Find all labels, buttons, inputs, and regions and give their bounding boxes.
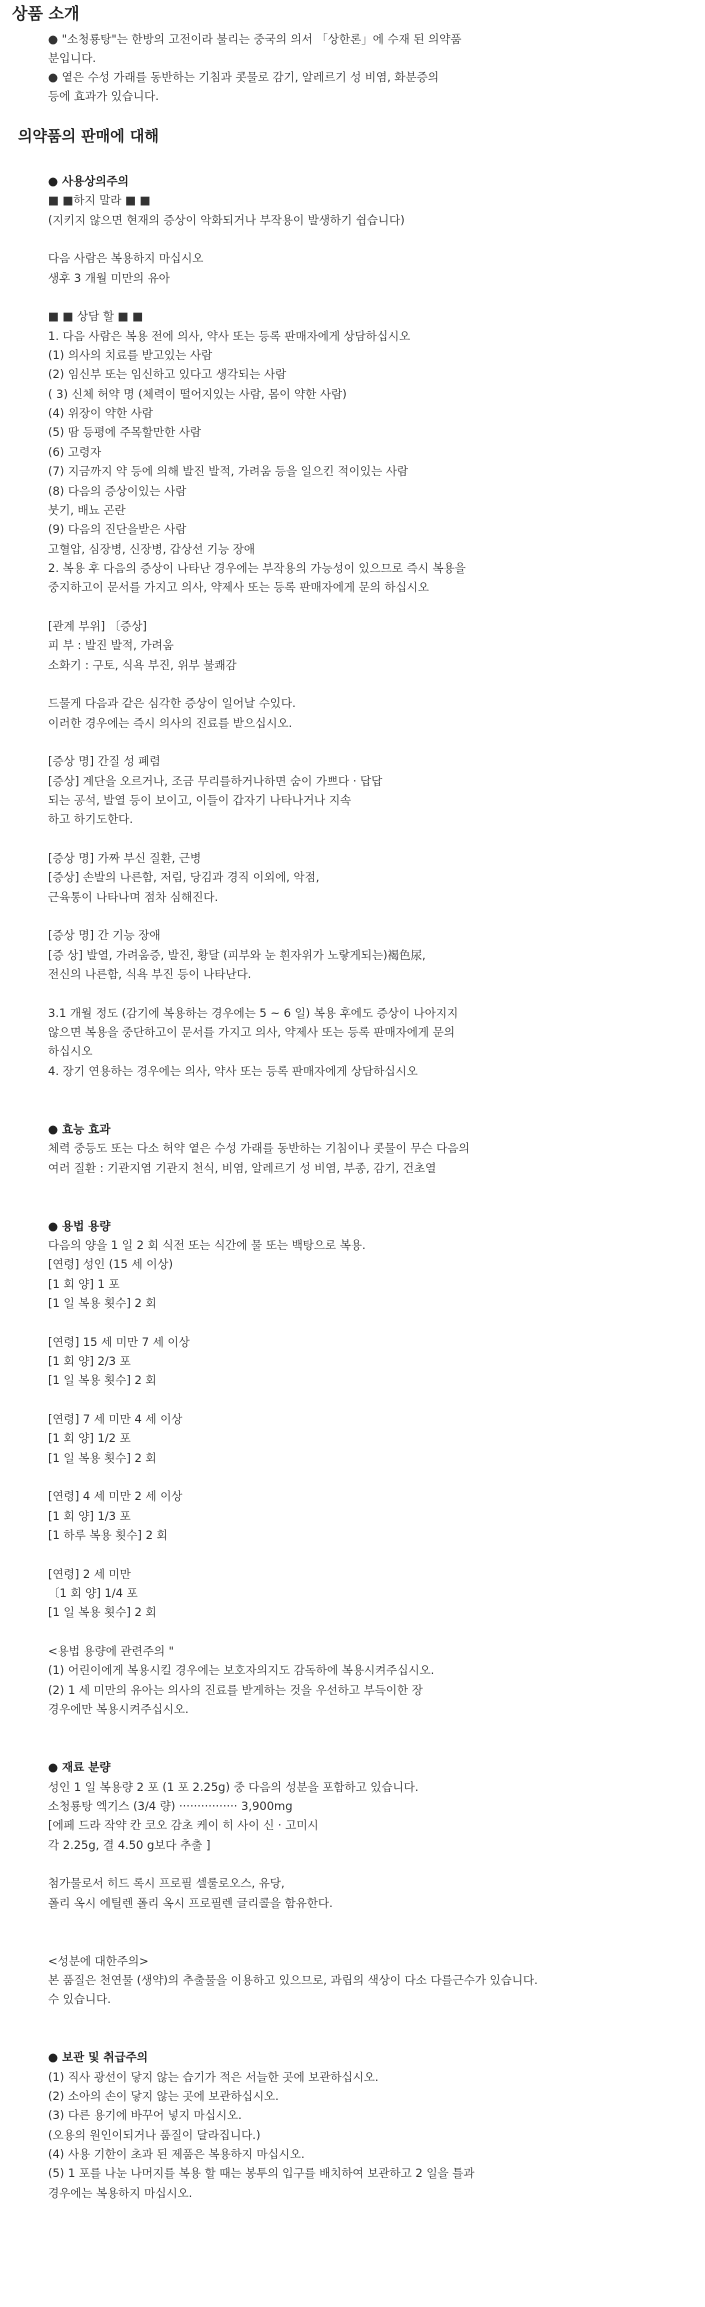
text-line: (4) 사용 기한이 초과 된 제품은 복용하지 마십시오. xyxy=(48,2147,305,2162)
text-line: ■ ■ 상담 할 ■ ■ xyxy=(48,309,144,324)
text-line: 중지하고이 문서를 가지고 의사, 약제사 또는 등록 판매자에게 문의 하십시오 xyxy=(48,580,429,595)
text-line: 3.1 개월 정도 (감기에 복용하는 경우에는 5 ~ 6 일) 복용 후에도 증상이 나아지지 xyxy=(48,1005,459,1020)
blank-line xyxy=(48,2010,698,2029)
text-line: 하십시오 xyxy=(48,1044,93,1059)
text-line: (1) 어린이에게 복용시킬 경우에는 보호자의지도 감독하에 복용시켜주십시오. xyxy=(48,1663,435,1678)
text-line: [1 회 양] 1/2 포 xyxy=(48,1431,131,1446)
intro-text xyxy=(48,30,688,106)
text-line: (8) 다음의 증상이있는 사람 xyxy=(48,483,187,498)
text-line: 폴리 옥시 에틸렌 폴리 옥시 프로필렌 글리콜을 함유한다. xyxy=(48,1895,333,1910)
text-line: (5) 1 포를 나눈 나머지를 복용 할 때는 봉투의 입구를 배치하여 보관하고 2 일을 틀과 xyxy=(48,2166,475,2181)
text-line: 성인 1 일 복용량 2 포 (1 포 2.25g) 중 다음의 성분을 포함하고 있습니다. xyxy=(48,1779,419,1794)
section-heading: ● 용법 용량 xyxy=(48,1218,111,1233)
blank-line xyxy=(48,1720,698,1739)
text-line: 본 품질은 천연물 (생약)의 추출물을 이용하고 있으므로, 과립의 색상이 다소 다를근수가 있습니다. xyxy=(48,1972,538,1987)
text-line: (4) 위장이 약한 사람 xyxy=(48,406,154,421)
text-line: 생후 3 개월 미만의 유아 xyxy=(48,270,170,285)
text-line: [1 일 복용 횟수] 2 회 xyxy=(48,1295,157,1310)
text-line: (3) 다른 용기에 바꾸어 넣지 마십시오. xyxy=(48,2108,242,2123)
blank-line xyxy=(48,1468,698,1487)
blank-line xyxy=(48,1391,698,1410)
intro-line: 등에 효과가 있습니다. xyxy=(48,89,159,103)
page-title: 상품 소개 xyxy=(12,4,80,23)
text-line: 여러 질환 : 기관지염 기관지 천식, 비염, 알레르기 성 비염, 부종, 감기, 건초열 xyxy=(48,1160,437,1175)
text-line: [1 회 양] 1 포 xyxy=(48,1276,120,1291)
blank-line xyxy=(48,598,698,617)
blank-line xyxy=(48,907,698,926)
blank-line xyxy=(48,288,698,307)
text-line: 않으면 복용을 중단하고이 문서를 가지고 의사, 약제사 또는 등록 판매자에게 문의 xyxy=(48,1025,455,1040)
text-line: (2) 1 세 미만의 유아는 의사의 진료를 받게하는 것을 우선하고 부득이한 장 xyxy=(48,1682,423,1697)
text-line: [1 하루 복용 횟수] 2 회 xyxy=(48,1528,168,1543)
text-line: <성분에 대한주의> xyxy=(48,1953,149,1968)
text-line: [연령] 4 세 미만 2 세 이상 xyxy=(48,1489,183,1504)
blank-line xyxy=(48,1913,698,1932)
text-line: 피 부 : 발진 발적, 가려움 xyxy=(48,638,174,653)
text-line: 고혈압, 심장병, 신장병, 갑상선 기능 장애 xyxy=(48,541,255,556)
section-heading: ● 보관 및 취급주의 xyxy=(48,2050,148,2065)
text-line: (9) 다음의 진단을받은 사람 xyxy=(48,522,187,537)
text-line: (지키지 않으면 현재의 증상이 악화되거나 부작용이 발생하기 쉽습니다) xyxy=(48,212,405,227)
text-line: [1 일 복용 횟수] 2 회 xyxy=(48,1450,157,1465)
text-line: 각 2.25g, 결 4.50 g보다 추출 ] xyxy=(48,1837,211,1852)
text-line: 경우에는 복용하지 마십시오. xyxy=(48,2185,193,2200)
text-line: 붓기, 배뇨 곤란 xyxy=(48,502,126,517)
text-line: (7) 지금까지 약 등에 의해 발진 발적, 가려움 등을 일으킨 적이있는 사람 xyxy=(48,464,409,479)
text-line: (1) 의사의 치료를 받고있는 사람 xyxy=(48,348,213,363)
section-title: 의약품의 판매에 대해 xyxy=(18,127,159,145)
text-line: 4. 장기 연용하는 경우에는 의사, 약사 또는 등록 판매자에게 상담하십시오 xyxy=(48,1063,418,1078)
text-line: (오용의 원인이되거나 품질이 달라집니다.) xyxy=(48,2127,261,2142)
text-line: 소화기 : 구토, 식욕 부진, 위부 불쾌감 xyxy=(48,657,237,672)
text-line: [증상 명] 가짜 부신 질환, 근병 xyxy=(48,851,202,866)
text-line: ■ ■하지 말라 ■ ■ xyxy=(48,193,151,208)
text-line: 하고 하기도한다. xyxy=(48,812,134,827)
section-heading: ● 사용상의주의 xyxy=(48,174,129,188)
text-line: 경우에만 복용시켜주십시오. xyxy=(48,1702,189,1717)
text-line: 드물게 다음과 같은 심각한 증상이 일어날 수있다. xyxy=(48,696,296,711)
text-line: 근육통이 나타나며 점차 심해진다. xyxy=(48,889,219,904)
section-heading: ● 재료 분량 xyxy=(48,1760,111,1775)
blank-line xyxy=(48,1313,698,1332)
text-line: 〔1 회 양] 1/4 포 xyxy=(48,1586,138,1601)
text-line: ( 3) 신체 허약 명 (체력이 떨어지있는 사람, 몸이 약한 사람) xyxy=(48,386,347,401)
text-line: [연령] 성인 (15 세 이상) xyxy=(48,1257,173,1272)
blank-line xyxy=(48,1623,698,1642)
text-line: [연령] 15 세 미만 7 세 이상 xyxy=(48,1334,190,1349)
text-line: (2) 소아의 손이 닿지 않는 곳에 보관하십시오. xyxy=(48,2089,279,2104)
text-line: [1 일 복용 횟수] 2 회 xyxy=(48,1605,157,1620)
text-line: [에페 드라 작약 칸 코오 감초 케이 히 사이 신 · 고미시 xyxy=(48,1818,319,1833)
blank-line xyxy=(48,830,698,849)
text-line: 2. 복용 후 다음의 증상이 나타난 경우에는 부작용의 가능성이 있으므로 즉시 복용을 xyxy=(48,560,466,575)
text-line: 첨가물로서 히드 록시 프로필 셀룰로오스, 유당, xyxy=(48,1876,285,1891)
blank-line xyxy=(48,1932,698,1951)
intro-line: ● 옅은 수성 가래를 동반하는 기침과 콧물로 감기, 알레르기 성 비염, 화분증의 xyxy=(48,70,439,84)
blank-line xyxy=(48,984,698,1003)
text-line: 이러한 경우에는 즉시 의사의 진료를 받으십시오. xyxy=(48,715,293,730)
text-line: [관계 부위] 〔증상] xyxy=(48,618,147,633)
text-line: 전신의 나른함, 식욕 부진 등이 나타난다. xyxy=(48,967,252,982)
text-line: 체력 중등도 또는 다소 허약 옅은 수성 가래를 동반하는 기침이나 콧물이 무슨 다음의 xyxy=(48,1141,470,1156)
section-heading: ● 효능 효과 xyxy=(48,1121,111,1136)
text-line: 다음 사람은 복용하지 마십시오 xyxy=(48,251,204,266)
blank-line xyxy=(48,1197,698,1216)
blank-line xyxy=(48,1178,698,1197)
blank-line xyxy=(48,1855,698,1874)
text-line: [연령] 2 세 미만 xyxy=(48,1566,131,1581)
drug-info-body xyxy=(48,172,698,2203)
blank-line xyxy=(48,1545,698,1564)
blank-line xyxy=(48,1101,698,1120)
text-line: [증상 명] 간질 성 폐렴 xyxy=(48,754,161,769)
blank-line xyxy=(48,675,698,694)
text-line: [1 회 양] 2/3 포 xyxy=(48,1353,131,1368)
text-line: 수 있습니다. xyxy=(48,1992,111,2007)
intro-line: ● "소청룡탕"는 한방의 고전이라 불리는 중국의 의서 「상한론」에 수재 된 의약품 xyxy=(48,32,462,46)
text-line: [증상] 계단을 오르거나, 조금 무리를하거나하면 숨이 가쁘다 · 답답 xyxy=(48,773,383,788)
blank-line xyxy=(48,1081,698,1100)
text-line: 다음의 양을 1 일 2 회 식전 또는 식간에 물 또는 백탕으로 복용. xyxy=(48,1237,366,1252)
text-line: 1. 다음 사람은 복용 전에 의사, 약사 또는 등록 판매자에게 상담하십시오 xyxy=(48,328,411,343)
text-line: (6) 고령자 xyxy=(48,444,102,459)
blank-line xyxy=(48,1739,698,1758)
text-line: (2) 임신부 또는 임신하고 있다고 생각되는 사람 xyxy=(48,367,287,382)
text-line: [증상 명] 간 기능 장애 xyxy=(48,928,161,943)
text-line: (1) 직사 광선이 닿지 않는 습기가 적은 서늘한 곳에 보관하십시오. xyxy=(48,2069,379,2084)
intro-line: 분입니다. xyxy=(48,51,97,65)
text-line: [1 일 복용 횟수] 2 회 xyxy=(48,1373,157,1388)
text-line: [증 상] 발열, 가려움증, 발진, 황달 (피부와 눈 흰자위가 노랗게되는)褐色尿, xyxy=(48,947,426,962)
text-line: [1 회 양] 1/3 포 xyxy=(48,1508,131,1523)
text-line: [연령] 7 세 미만 4 세 이상 xyxy=(48,1412,183,1426)
text-line: 되는 공석, 발열 등이 보이고, 이들이 갑자기 나타나거나 지속 xyxy=(48,793,352,807)
text-line: <용법 용량에 관련주의 " xyxy=(48,1644,174,1659)
blank-line xyxy=(48,733,698,752)
blank-line xyxy=(48,230,698,249)
blank-line xyxy=(48,2029,698,2048)
text-line: (5) 땀 등평에 주목할만한 사람 xyxy=(48,425,202,440)
text-line: [증상] 손발의 나른함, 저림, 당김과 경직 이외에, 악점, xyxy=(48,870,320,885)
text-line: 소청룡탕 엑기스 (3/4 량) ················ 3,900mg xyxy=(48,1798,293,1813)
